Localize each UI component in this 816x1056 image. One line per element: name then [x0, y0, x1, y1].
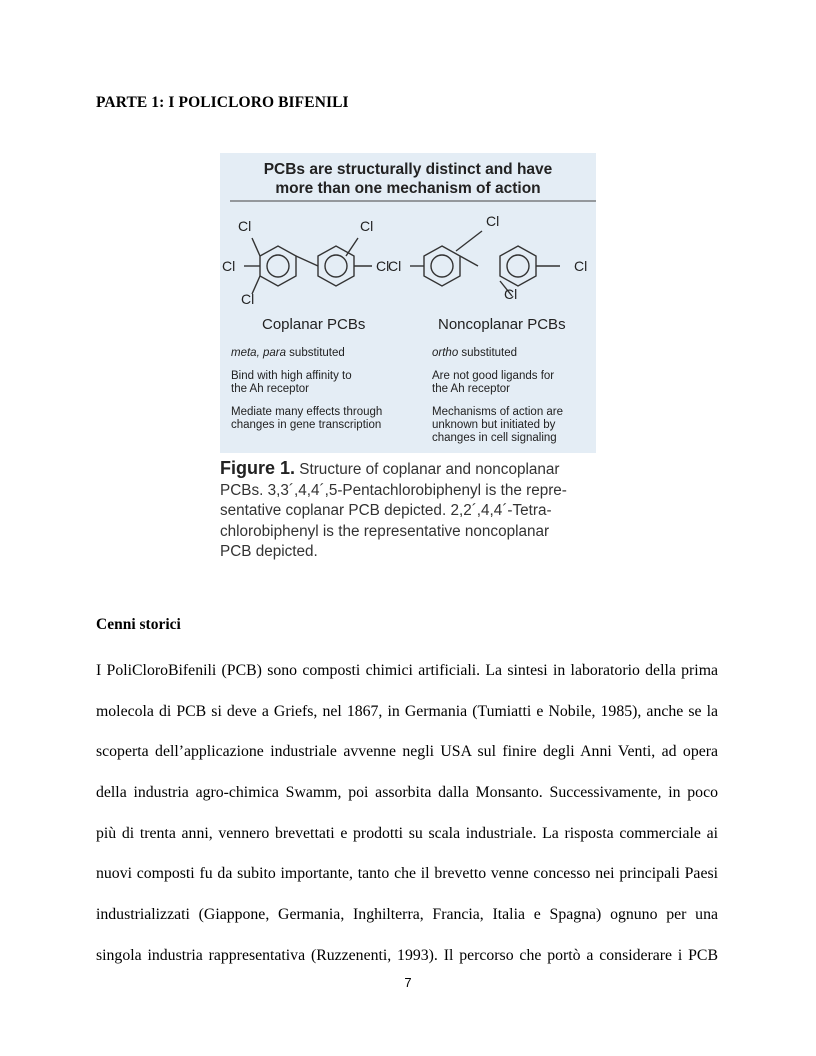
coplanar-cl-left: Cl — [222, 258, 236, 274]
paragraph-line: singola industria rappresentativa (Ruzzenenti, 1993). Il percorso che portò a considerare i PCB — [96, 946, 718, 964]
text-line: the Ah receptor — [231, 383, 309, 395]
coplanar-cl-right: Cl — [376, 258, 390, 274]
paragraph-line: nuovi composti fu da subito importante, tanto che il brevetto venne concesso nei principali Paesi — [96, 865, 718, 883]
text-line: changes in gene transcription — [231, 419, 382, 431]
figure-title-line: more than one mechanism of action — [275, 180, 541, 197]
noncoplanar-cl-left: Cl — [388, 258, 402, 274]
figure-label: Figure 1. — [220, 458, 296, 478]
figure-title-line: PCBs are structurally distinct and have — [263, 161, 553, 178]
paragraph-line: molecola di PCB si deve a Griefs, nel 1867, in Germania (Tumiatti e Nobile, 1985), anche se la — [96, 702, 718, 720]
paragraph-line: industrializzati (Giappone, Germania, Inghilterra, Francia, Italia e Spagna) ognuno per una — [96, 906, 718, 924]
caption-line: chlorobiphenyl is the representative noncoplanar — [220, 522, 550, 540]
text-line: Are not good ligands for — [432, 370, 555, 382]
coplanar-cl-bottom-left: Cl — [241, 291, 255, 307]
noncoplanar-cl-right: Cl — [574, 258, 588, 274]
noncoplanar-cl-top: Cl — [486, 213, 500, 229]
section-title: Cenni storici — [96, 616, 181, 633]
text-line: Bind with high affinity to — [231, 370, 352, 382]
coplanar-ring-b-aromatic — [325, 255, 347, 277]
noncoplanar-substitution-em: ortho — [432, 347, 459, 359]
noncoplanar-point-1 — [432, 370, 592, 396]
chapter-heading: PARTE 1: I POLICLORO BIFENILI — [96, 94, 349, 111]
noncoplanar-substitution-rest: substituted — [458, 347, 518, 359]
noncoplanar-heading: Noncoplanar PCBs — [438, 316, 566, 333]
figure-title — [220, 160, 596, 198]
caption-line: sentative coplanar PCB depicted. 2,2´,4,4´-Tetra- — [220, 502, 552, 519]
noncoplanar-point-2 — [432, 406, 592, 445]
coplanar-cl-top-left: Cl — [238, 218, 252, 234]
paragraph-line: scoperta dell’applicazione industriale avvenne negli USA sul finire degli Anni Venti, ad opera — [96, 743, 718, 761]
text-line: Mechanisms of action are — [432, 406, 564, 418]
page-number: 7 — [404, 975, 412, 990]
paragraph-line: I PoliCloroBifenili (PCB) sono composti chimici artificiali. La sintesi in laboratorio della prima — [96, 662, 718, 679]
coplanar-substitution-em: meta, para — [231, 347, 286, 359]
text-line: Mediate many effects through — [231, 406, 383, 418]
noncoplanar-ring-a-aromatic — [431, 255, 453, 277]
caption-line — [220, 458, 600, 481]
paragraph-line: della industria agro-chimica Swamm, poi assorbita dalla Monsanto. Successivamente, in poco — [96, 784, 718, 802]
coplanar-point-1 — [231, 370, 411, 396]
coplanar-heading: Coplanar PCBs — [262, 316, 366, 333]
noncoplanar-ring-a — [424, 246, 460, 286]
figure-1 — [220, 153, 596, 567]
text-line: changes in cell signaling — [432, 432, 557, 444]
coplanar-point-2 — [231, 406, 411, 432]
noncoplanar-cl-bottom: Cl — [504, 286, 518, 302]
caption-line: PCB depicted. — [220, 543, 318, 560]
paragraph-line: più di trenta anni, vennero brevettati e prodotti su scala industriale. La risposta commerciale ai — [96, 824, 718, 842]
caption-line: PCBs. 3,3´,4,4´,5-Pentachlorobiphenyl is the repre- — [220, 481, 567, 499]
text-line: the Ah receptor — [432, 383, 510, 395]
coplanar-ring-a-aromatic — [267, 255, 289, 277]
noncoplanar-substitution — [432, 347, 592, 360]
coplanar-substitution-rest: substituted — [285, 347, 345, 359]
figure-caption — [220, 458, 600, 563]
noncoplanar-ring-b — [500, 246, 536, 286]
caption-text: Structure of coplanar and noncoplanar — [295, 461, 560, 478]
noncoplanar-ring-b-aromatic — [507, 255, 529, 277]
text-line: unknown but initiated by — [432, 419, 556, 431]
coplanar-substitution — [231, 347, 411, 360]
coplanar-cl-top-right: Cl — [360, 218, 374, 234]
body-paragraph — [96, 651, 718, 977]
coplanar-ring-a — [260, 246, 296, 286]
